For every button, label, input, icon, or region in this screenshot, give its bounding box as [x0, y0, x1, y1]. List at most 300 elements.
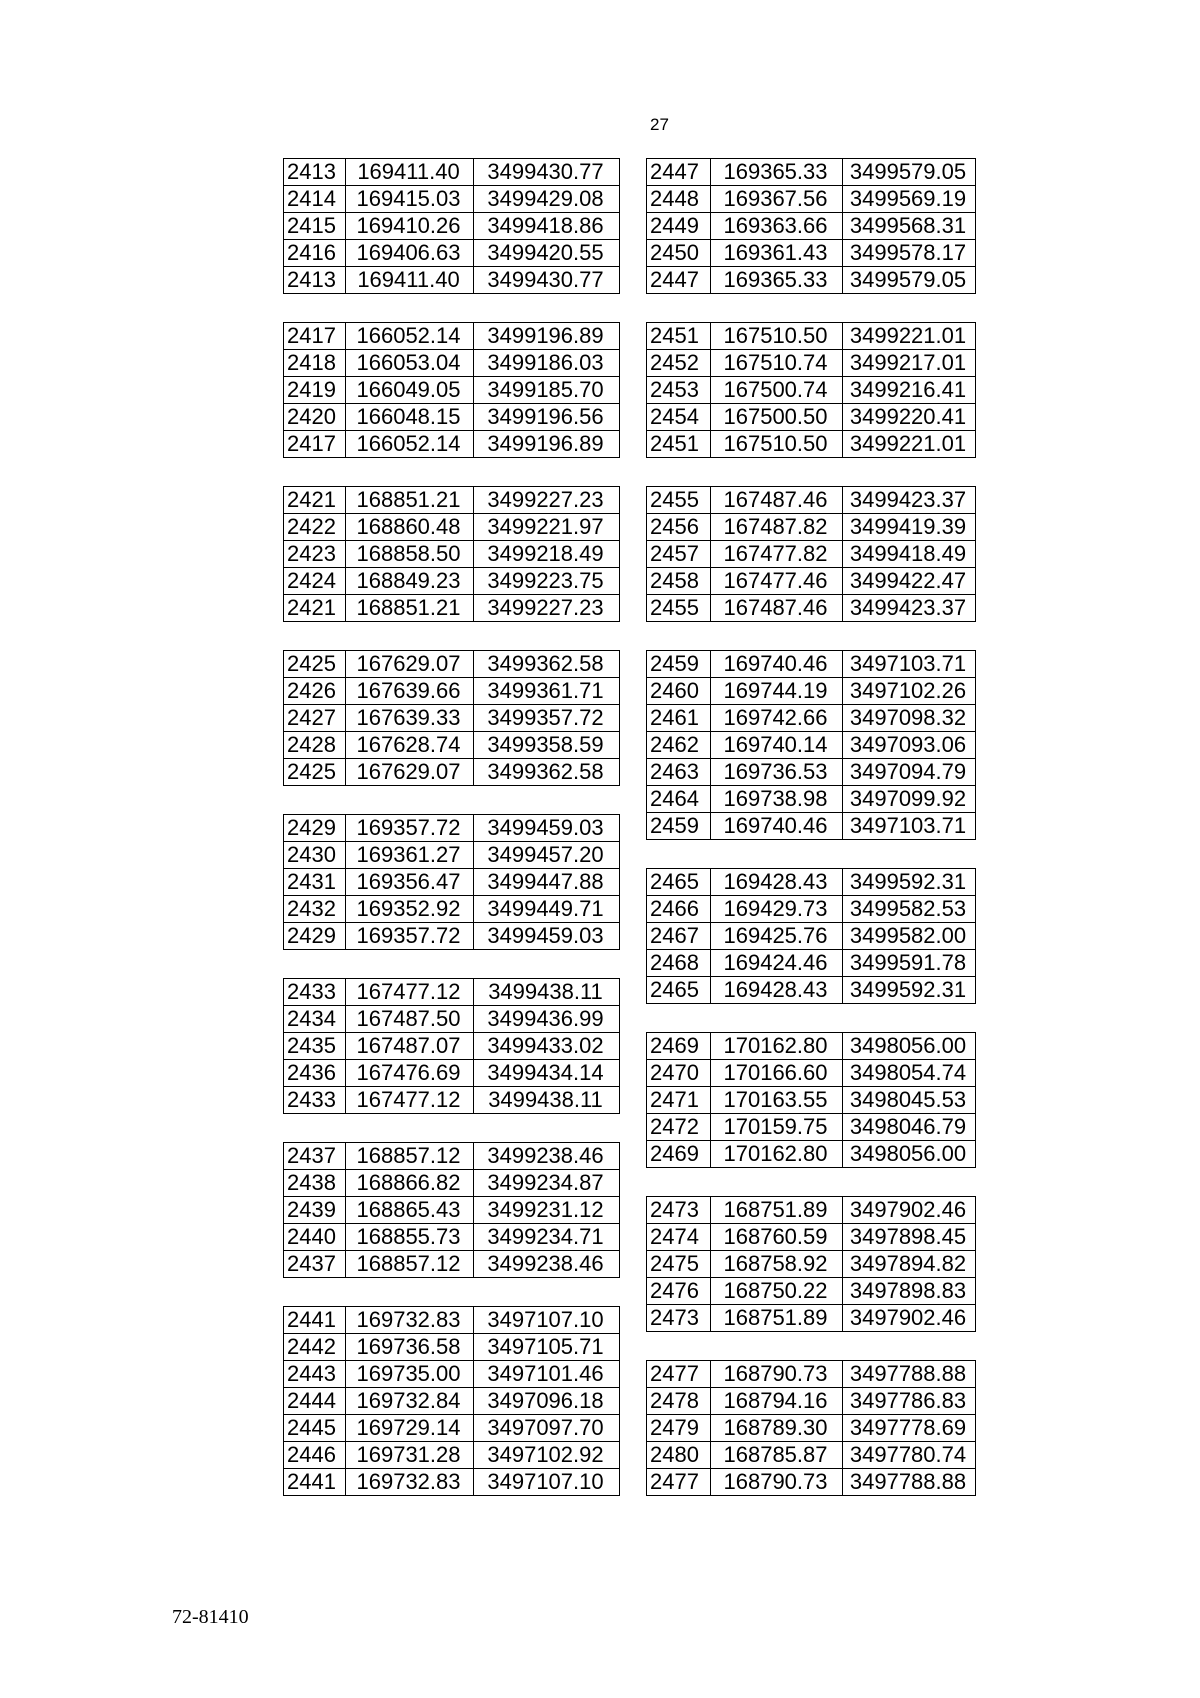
x-coordinate-cell: 169352.92	[346, 896, 474, 923]
point-id-cell: 2415	[284, 213, 346, 240]
coordinate-table	[283, 322, 620, 458]
y-coordinate-cell: 3498056.00	[843, 1033, 976, 1060]
y-coordinate-cell: 3499592.31	[843, 869, 976, 896]
y-coordinate-cell: 3499430.77	[474, 159, 620, 186]
table-row	[284, 1170, 620, 1197]
y-coordinate-cell: 3497788.88	[843, 1361, 976, 1388]
x-coordinate-cell: 170162.80	[711, 1141, 843, 1168]
point-id-cell: 2433	[284, 1087, 346, 1114]
y-coordinate-cell: 3499220.41	[843, 404, 976, 431]
point-id-cell: 2457	[647, 541, 711, 568]
y-coordinate-cell: 3499582.00	[843, 923, 976, 950]
y-coordinate-cell: 3499579.05	[843, 267, 976, 294]
y-coordinate-cell: 3497098.32	[843, 705, 976, 732]
coordinate-table	[283, 158, 620, 294]
point-id-cell: 2451	[647, 431, 711, 458]
y-coordinate-cell: 3499457.20	[474, 842, 620, 869]
table-row	[284, 514, 620, 541]
table-row	[284, 1415, 620, 1442]
coordinate-table	[283, 486, 620, 622]
y-coordinate-cell: 3498054.74	[843, 1060, 976, 1087]
x-coordinate-cell: 167477.12	[346, 1087, 474, 1114]
table-row	[647, 813, 976, 840]
x-coordinate-cell: 169740.14	[711, 732, 843, 759]
point-id-cell: 2474	[647, 1224, 711, 1251]
table-row	[284, 1224, 620, 1251]
x-coordinate-cell: 169406.63	[346, 240, 474, 267]
y-coordinate-cell: 3499358.59	[474, 732, 620, 759]
y-coordinate-cell: 3497898.83	[843, 1278, 976, 1305]
point-id-cell: 2479	[647, 1415, 711, 1442]
point-id-cell: 2453	[647, 377, 711, 404]
y-coordinate-cell: 3497103.71	[843, 813, 976, 840]
x-coordinate-cell: 169361.43	[711, 240, 843, 267]
point-id-cell: 2455	[647, 595, 711, 622]
y-coordinate-cell: 3499569.19	[843, 186, 976, 213]
table-row	[284, 431, 620, 458]
table-row	[647, 487, 976, 514]
table-row	[647, 159, 976, 186]
table-row	[284, 159, 620, 186]
table-row	[647, 377, 976, 404]
x-coordinate-cell: 168857.12	[346, 1143, 474, 1170]
table-row	[647, 1388, 976, 1415]
point-id-cell: 2459	[647, 651, 711, 678]
table-row	[284, 1251, 620, 1278]
coordinate-table	[646, 868, 976, 1004]
x-coordinate-cell: 168790.73	[711, 1361, 843, 1388]
x-coordinate-cell: 168851.21	[346, 595, 474, 622]
point-id-cell: 2413	[284, 159, 346, 186]
point-id-cell: 2456	[647, 514, 711, 541]
point-id-cell: 2480	[647, 1442, 711, 1469]
x-coordinate-cell: 169411.40	[346, 159, 474, 186]
table-row	[647, 651, 976, 678]
table-row	[647, 1060, 976, 1087]
y-coordinate-cell: 3499234.87	[474, 1170, 620, 1197]
table-row	[284, 240, 620, 267]
table-row	[647, 267, 976, 294]
point-id-cell: 2426	[284, 678, 346, 705]
table-row	[284, 267, 620, 294]
table-row	[284, 541, 620, 568]
x-coordinate-cell: 168785.87	[711, 1442, 843, 1469]
x-coordinate-cell: 168855.73	[346, 1224, 474, 1251]
point-id-cell: 2421	[284, 487, 346, 514]
y-coordinate-cell: 3499418.86	[474, 213, 620, 240]
point-id-cell: 2437	[284, 1143, 346, 1170]
point-id-cell: 2469	[647, 1141, 711, 1168]
y-coordinate-cell: 3499433.02	[474, 1033, 620, 1060]
point-id-cell: 2452	[647, 350, 711, 377]
y-coordinate-cell: 3499357.72	[474, 705, 620, 732]
table-row	[647, 1469, 976, 1496]
y-coordinate-cell: 3499419.39	[843, 514, 976, 541]
point-id-cell: 2464	[647, 786, 711, 813]
x-coordinate-cell: 169428.43	[711, 869, 843, 896]
x-coordinate-cell: 167477.12	[346, 979, 474, 1006]
x-coordinate-cell: 170162.80	[711, 1033, 843, 1060]
table-row	[284, 651, 620, 678]
x-coordinate-cell: 166049.05	[346, 377, 474, 404]
coordinate-table	[646, 486, 976, 622]
x-coordinate-cell: 167487.46	[711, 595, 843, 622]
y-coordinate-cell: 3499423.37	[843, 595, 976, 622]
table-row	[647, 595, 976, 622]
x-coordinate-cell: 167487.07	[346, 1033, 474, 1060]
table-row	[284, 323, 620, 350]
coordinate-table	[646, 650, 976, 840]
table-row	[647, 923, 976, 950]
point-id-cell: 2473	[647, 1305, 711, 1332]
x-coordinate-cell: 168790.73	[711, 1469, 843, 1496]
y-coordinate-cell: 3499578.17	[843, 240, 976, 267]
y-coordinate-cell: 3497103.71	[843, 651, 976, 678]
table-row	[284, 678, 620, 705]
y-coordinate-cell: 3497788.88	[843, 1469, 976, 1496]
point-id-cell: 2436	[284, 1060, 346, 1087]
point-id-cell: 2459	[647, 813, 711, 840]
point-id-cell: 2425	[284, 759, 346, 786]
table-row	[647, 1415, 976, 1442]
x-coordinate-cell: 169731.28	[346, 1442, 474, 1469]
x-coordinate-cell: 167477.46	[711, 568, 843, 595]
x-coordinate-cell: 169744.19	[711, 678, 843, 705]
y-coordinate-cell: 3499423.37	[843, 487, 976, 514]
point-id-cell: 2418	[284, 350, 346, 377]
point-id-cell: 2454	[647, 404, 711, 431]
x-coordinate-cell: 167629.07	[346, 759, 474, 786]
y-coordinate-cell: 3497107.10	[474, 1469, 620, 1496]
point-id-cell: 2437	[284, 1251, 346, 1278]
x-coordinate-cell: 169732.83	[346, 1307, 474, 1334]
y-coordinate-cell: 3499234.71	[474, 1224, 620, 1251]
y-coordinate-cell: 3499221.97	[474, 514, 620, 541]
table-row	[284, 1197, 620, 1224]
y-coordinate-cell: 3499216.41	[843, 377, 976, 404]
table-row	[284, 1442, 620, 1469]
table-row	[647, 350, 976, 377]
x-coordinate-cell: 168760.59	[711, 1224, 843, 1251]
point-id-cell: 2465	[647, 869, 711, 896]
table-row	[647, 1197, 976, 1224]
y-coordinate-cell: 3499218.49	[474, 541, 620, 568]
point-id-cell: 2431	[284, 869, 346, 896]
coordinate-table	[283, 978, 620, 1114]
table-row	[647, 1278, 976, 1305]
point-id-cell: 2417	[284, 431, 346, 458]
y-coordinate-cell: 3498046.79	[843, 1114, 976, 1141]
table-row	[284, 869, 620, 896]
x-coordinate-cell: 167487.50	[346, 1006, 474, 1033]
point-id-cell: 2470	[647, 1060, 711, 1087]
table-row	[284, 1143, 620, 1170]
table-row	[647, 786, 976, 813]
point-id-cell: 2462	[647, 732, 711, 759]
x-coordinate-cell: 169736.53	[711, 759, 843, 786]
x-coordinate-cell: 169365.33	[711, 267, 843, 294]
x-coordinate-cell: 167487.82	[711, 514, 843, 541]
point-id-cell: 2441	[284, 1469, 346, 1496]
x-coordinate-cell: 168849.23	[346, 568, 474, 595]
x-coordinate-cell: 169424.46	[711, 950, 843, 977]
table-row	[284, 923, 620, 950]
x-coordinate-cell: 166048.15	[346, 404, 474, 431]
y-coordinate-cell: 3499362.58	[474, 651, 620, 678]
x-coordinate-cell: 166052.14	[346, 323, 474, 350]
y-coordinate-cell: 3499592.31	[843, 977, 976, 1004]
point-id-cell: 2438	[284, 1170, 346, 1197]
point-id-cell: 2446	[284, 1442, 346, 1469]
x-coordinate-cell: 167477.82	[711, 541, 843, 568]
x-coordinate-cell: 169361.27	[346, 842, 474, 869]
y-coordinate-cell: 3499217.01	[843, 350, 976, 377]
table-row	[284, 815, 620, 842]
y-coordinate-cell: 3499579.05	[843, 159, 976, 186]
table-row	[647, 759, 976, 786]
table-row	[647, 404, 976, 431]
footer-document-code: 72-81410	[172, 1606, 249, 1628]
point-id-cell: 2448	[647, 186, 711, 213]
page-number: 27	[650, 115, 669, 134]
x-coordinate-cell: 169363.66	[711, 213, 843, 240]
x-coordinate-cell: 167629.07	[346, 651, 474, 678]
x-coordinate-cell: 169410.26	[346, 213, 474, 240]
point-id-cell: 2447	[647, 159, 711, 186]
table-row	[284, 1361, 620, 1388]
point-id-cell: 2443	[284, 1361, 346, 1388]
x-coordinate-cell: 169429.73	[711, 896, 843, 923]
y-coordinate-cell: 3497786.83	[843, 1388, 976, 1415]
point-id-cell: 2430	[284, 842, 346, 869]
x-coordinate-cell: 166052.14	[346, 431, 474, 458]
point-id-cell: 2469	[647, 1033, 711, 1060]
x-coordinate-cell: 170159.75	[711, 1114, 843, 1141]
point-id-cell: 2434	[284, 1006, 346, 1033]
point-id-cell: 2429	[284, 815, 346, 842]
table-row	[284, 732, 620, 759]
y-coordinate-cell: 3499221.01	[843, 323, 976, 350]
x-coordinate-cell: 169357.72	[346, 815, 474, 842]
table-row	[647, 1224, 976, 1251]
y-coordinate-cell: 3499418.49	[843, 541, 976, 568]
point-id-cell: 2463	[647, 759, 711, 786]
x-coordinate-cell: 169729.14	[346, 1415, 474, 1442]
y-coordinate-cell: 3499223.75	[474, 568, 620, 595]
y-coordinate-cell: 3499568.31	[843, 213, 976, 240]
table-row	[284, 1006, 620, 1033]
table-row	[647, 896, 976, 923]
table-row	[647, 950, 976, 977]
y-coordinate-cell: 3497094.79	[843, 759, 976, 786]
y-coordinate-cell: 3499221.01	[843, 431, 976, 458]
table-row	[647, 186, 976, 213]
coordinate-table	[283, 1306, 620, 1496]
table-row	[647, 1087, 976, 1114]
x-coordinate-cell: 168758.92	[711, 1251, 843, 1278]
point-id-cell: 2423	[284, 541, 346, 568]
table-row	[284, 842, 620, 869]
table-row	[284, 404, 620, 431]
table-row	[647, 1033, 976, 1060]
y-coordinate-cell: 3497102.92	[474, 1442, 620, 1469]
y-coordinate-cell: 3497099.92	[843, 786, 976, 813]
x-coordinate-cell: 169736.58	[346, 1334, 474, 1361]
point-id-cell: 2478	[647, 1388, 711, 1415]
point-id-cell: 2429	[284, 923, 346, 950]
point-id-cell: 2414	[284, 186, 346, 213]
table-row	[284, 595, 620, 622]
table-row	[647, 1442, 976, 1469]
coordinate-table	[646, 1032, 976, 1168]
point-id-cell: 2433	[284, 979, 346, 1006]
table-row	[284, 1033, 620, 1060]
x-coordinate-cell: 168866.82	[346, 1170, 474, 1197]
x-coordinate-cell: 169425.76	[711, 923, 843, 950]
point-id-cell: 2435	[284, 1033, 346, 1060]
y-coordinate-cell: 3497102.26	[843, 678, 976, 705]
x-coordinate-cell: 167510.74	[711, 350, 843, 377]
x-coordinate-cell: 169732.83	[346, 1469, 474, 1496]
y-coordinate-cell: 3499582.53	[843, 896, 976, 923]
point-id-cell: 2442	[284, 1334, 346, 1361]
y-coordinate-cell: 3499238.46	[474, 1143, 620, 1170]
point-id-cell: 2466	[647, 896, 711, 923]
point-id-cell: 2461	[647, 705, 711, 732]
table-row	[647, 977, 976, 1004]
point-id-cell: 2451	[647, 323, 711, 350]
point-id-cell: 2439	[284, 1197, 346, 1224]
y-coordinate-cell: 3499196.89	[474, 323, 620, 350]
point-id-cell: 2422	[284, 514, 346, 541]
x-coordinate-cell: 168789.30	[711, 1415, 843, 1442]
x-coordinate-cell: 166053.04	[346, 350, 474, 377]
point-id-cell: 2475	[647, 1251, 711, 1278]
x-coordinate-cell: 169740.46	[711, 813, 843, 840]
y-coordinate-cell: 3497105.71	[474, 1334, 620, 1361]
right-table-column	[646, 158, 976, 1524]
table-row	[284, 1087, 620, 1114]
x-coordinate-cell: 169740.46	[711, 651, 843, 678]
point-id-cell: 2471	[647, 1087, 711, 1114]
x-coordinate-cell: 170166.60	[711, 1060, 843, 1087]
table-row	[647, 1251, 976, 1278]
table-row	[647, 732, 976, 759]
x-coordinate-cell: 169742.66	[711, 705, 843, 732]
y-coordinate-cell: 3499434.14	[474, 1060, 620, 1087]
table-row	[647, 568, 976, 595]
y-coordinate-cell: 3497096.18	[474, 1388, 620, 1415]
y-coordinate-cell: 3497902.46	[843, 1305, 976, 1332]
y-coordinate-cell: 3499429.08	[474, 186, 620, 213]
table-row	[284, 487, 620, 514]
x-coordinate-cell: 169415.03	[346, 186, 474, 213]
y-coordinate-cell: 3497093.06	[843, 732, 976, 759]
x-coordinate-cell: 169356.47	[346, 869, 474, 896]
point-id-cell: 2417	[284, 323, 346, 350]
y-coordinate-cell: 3499430.77	[474, 267, 620, 294]
table-row	[284, 1388, 620, 1415]
y-coordinate-cell: 3499459.03	[474, 815, 620, 842]
x-coordinate-cell: 168857.12	[346, 1251, 474, 1278]
point-id-cell: 2424	[284, 568, 346, 595]
x-coordinate-cell: 169732.84	[346, 1388, 474, 1415]
table-row	[647, 1114, 976, 1141]
x-coordinate-cell: 169428.43	[711, 977, 843, 1004]
y-coordinate-cell: 3499591.78	[843, 950, 976, 977]
point-id-cell: 2458	[647, 568, 711, 595]
table-row	[284, 377, 620, 404]
x-coordinate-cell: 169735.00	[346, 1361, 474, 1388]
x-coordinate-cell: 168751.89	[711, 1305, 843, 1332]
table-row	[284, 979, 620, 1006]
y-coordinate-cell: 3499447.88	[474, 869, 620, 896]
x-coordinate-cell: 167500.74	[711, 377, 843, 404]
point-id-cell: 2449	[647, 213, 711, 240]
coordinate-table	[646, 322, 976, 458]
x-coordinate-cell: 167476.69	[346, 1060, 474, 1087]
point-id-cell: 2460	[647, 678, 711, 705]
x-coordinate-cell: 168851.21	[346, 487, 474, 514]
table-row	[647, 1361, 976, 1388]
point-id-cell: 2428	[284, 732, 346, 759]
coordinate-table	[646, 1360, 976, 1496]
table-row	[647, 213, 976, 240]
y-coordinate-cell: 3497101.46	[474, 1361, 620, 1388]
point-id-cell: 2427	[284, 705, 346, 732]
point-id-cell: 2473	[647, 1197, 711, 1224]
point-id-cell: 2441	[284, 1307, 346, 1334]
table-row	[647, 1141, 976, 1168]
point-id-cell: 2455	[647, 487, 711, 514]
point-id-cell: 2468	[647, 950, 711, 977]
left-table-column	[283, 158, 620, 1524]
point-id-cell: 2465	[647, 977, 711, 1004]
point-id-cell: 2425	[284, 651, 346, 678]
y-coordinate-cell: 3499196.89	[474, 431, 620, 458]
point-id-cell: 2420	[284, 404, 346, 431]
y-coordinate-cell: 3497780.74	[843, 1442, 976, 1469]
y-coordinate-cell: 3497894.82	[843, 1251, 976, 1278]
y-coordinate-cell: 3498045.53	[843, 1087, 976, 1114]
x-coordinate-cell: 169357.72	[346, 923, 474, 950]
table-row	[647, 323, 976, 350]
y-coordinate-cell: 3497778.69	[843, 1415, 976, 1442]
table-row	[284, 1334, 620, 1361]
y-coordinate-cell: 3499438.11	[474, 979, 620, 1006]
table-row	[284, 705, 620, 732]
coordinate-table	[283, 650, 620, 786]
point-id-cell: 2477	[647, 1469, 711, 1496]
point-id-cell: 2416	[284, 240, 346, 267]
table-row	[284, 213, 620, 240]
y-coordinate-cell: 3497107.10	[474, 1307, 620, 1334]
x-coordinate-cell: 168865.43	[346, 1197, 474, 1224]
table-row	[647, 514, 976, 541]
x-coordinate-cell: 167487.46	[711, 487, 843, 514]
point-id-cell: 2450	[647, 240, 711, 267]
y-coordinate-cell: 3499186.03	[474, 350, 620, 377]
y-coordinate-cell: 3499238.46	[474, 1251, 620, 1278]
point-id-cell: 2440	[284, 1224, 346, 1251]
table-row	[647, 869, 976, 896]
x-coordinate-cell: 168794.16	[711, 1388, 843, 1415]
x-coordinate-cell: 168751.89	[711, 1197, 843, 1224]
point-id-cell: 2445	[284, 1415, 346, 1442]
x-coordinate-cell: 167628.74	[346, 732, 474, 759]
y-coordinate-cell: 3499420.55	[474, 240, 620, 267]
y-coordinate-cell: 3499436.99	[474, 1006, 620, 1033]
